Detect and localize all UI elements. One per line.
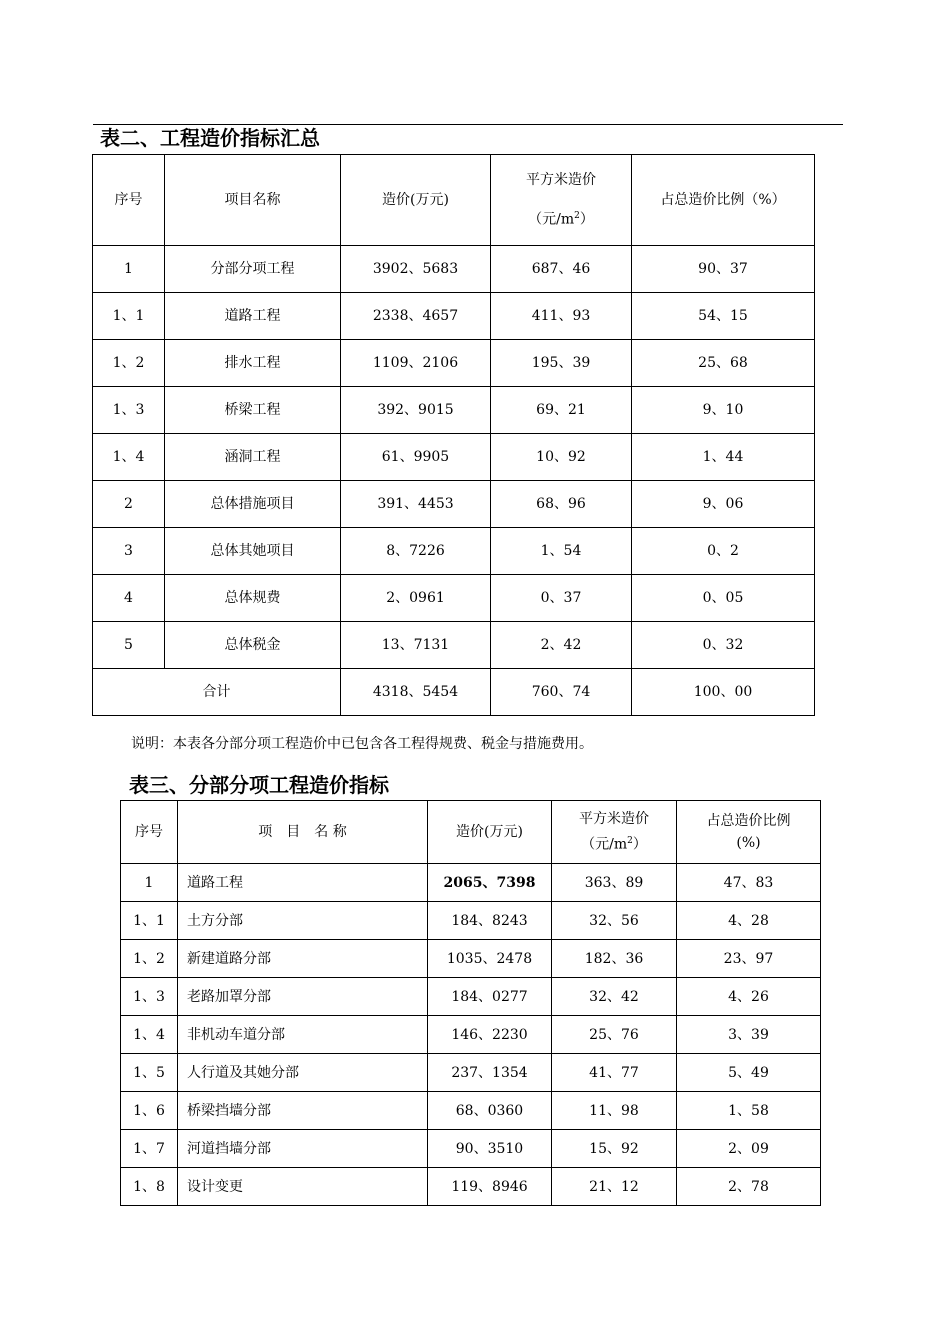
header-ratio: 占总造价比例（%） bbox=[632, 155, 815, 246]
cell-cost: 8、7226 bbox=[341, 528, 491, 575]
cell-cost: 1109、2106 bbox=[341, 340, 491, 387]
cell-seq: 1、6 bbox=[121, 1092, 178, 1130]
cell-cost: 2065、7398 bbox=[428, 864, 552, 902]
cell-sqm: 411、93 bbox=[491, 293, 632, 340]
header-ratio-line1: 占总造价比例 bbox=[706, 813, 791, 829]
table-row bbox=[121, 1168, 821, 1206]
cell-seq: 1、4 bbox=[121, 1016, 178, 1054]
cell-cost: 13、7131 bbox=[341, 622, 491, 669]
cell-name: 排水工程 bbox=[165, 340, 341, 387]
header-sqm-line1: 平方米造价 bbox=[526, 172, 596, 189]
table-row bbox=[121, 940, 821, 978]
cell-name: 河道挡墙分部 bbox=[178, 1130, 428, 1168]
cell-cost: 61、9905 bbox=[341, 434, 491, 481]
cell-seq: 2 bbox=[93, 481, 165, 528]
table-header-row bbox=[121, 801, 821, 864]
cell-ratio: 4、26 bbox=[677, 978, 821, 1016]
header-name: 项目名称 bbox=[165, 155, 341, 246]
cell-ratio: 0、2 bbox=[632, 528, 815, 575]
cell-name: 分部分项工程 bbox=[165, 246, 341, 293]
cell-name: 老路加罩分部 bbox=[178, 978, 428, 1016]
cell-ratio: 90、37 bbox=[632, 246, 815, 293]
cell-sqm: 68、96 bbox=[491, 481, 632, 528]
cell-seq: 1、5 bbox=[121, 1054, 178, 1092]
cell-sqm: 687、46 bbox=[491, 246, 632, 293]
cell-sqm: 21、12 bbox=[552, 1168, 677, 1206]
table-row bbox=[93, 246, 815, 293]
cell-seq: 1、8 bbox=[121, 1168, 178, 1206]
cell-sqm: 32、42 bbox=[552, 978, 677, 1016]
cell-seq: 4 bbox=[93, 575, 165, 622]
cell-sqm: 363、89 bbox=[552, 864, 677, 902]
total-sqm: 760、74 bbox=[491, 669, 632, 716]
cell-name: 道路工程 bbox=[165, 293, 341, 340]
header-seq: 序号 bbox=[93, 155, 165, 246]
cell-seq: 1、2 bbox=[121, 940, 178, 978]
table-row bbox=[121, 1092, 821, 1130]
cell-name: 总体措施项目 bbox=[165, 481, 341, 528]
cell-cost: 68、0360 bbox=[428, 1092, 552, 1130]
cell-seq: 3 bbox=[93, 528, 165, 575]
cell-ratio: 54、15 bbox=[632, 293, 815, 340]
table-row bbox=[93, 340, 815, 387]
cell-cost: 2338、4657 bbox=[341, 293, 491, 340]
header-sqm-sup: 2 bbox=[574, 211, 580, 222]
total-label: 合计 bbox=[93, 669, 341, 716]
table-row bbox=[121, 1054, 821, 1092]
header-sqm-close: ） bbox=[579, 211, 594, 228]
cell-ratio: 1、44 bbox=[632, 434, 815, 481]
cell-cost: 119、8946 bbox=[428, 1168, 552, 1206]
cell-cost: 3902、5683 bbox=[341, 246, 491, 293]
cell-ratio: 3、39 bbox=[677, 1016, 821, 1054]
table-row bbox=[121, 902, 821, 940]
cell-name: 设计变更 bbox=[178, 1168, 428, 1206]
header-sqm-sup: 2 bbox=[627, 836, 633, 847]
header-sqm-cost bbox=[552, 801, 677, 864]
total-row bbox=[93, 669, 815, 716]
table-row bbox=[93, 481, 815, 528]
cell-ratio: 4、28 bbox=[677, 902, 821, 940]
cell-cost: 1035、2478 bbox=[428, 940, 552, 978]
table2-note: 说明：本表各分部分项工程造价中已包含各工程得规费、税金与措施费用。 bbox=[131, 736, 593, 752]
cell-seq: 1 bbox=[93, 246, 165, 293]
total-ratio: 100、00 bbox=[632, 669, 815, 716]
cell-cost: 391、4453 bbox=[341, 481, 491, 528]
cell-name: 总体规费 bbox=[165, 575, 341, 622]
cell-sqm: 25、76 bbox=[552, 1016, 677, 1054]
cell-sqm: 182、36 bbox=[552, 940, 677, 978]
cell-sqm: 41、77 bbox=[552, 1054, 677, 1092]
table3-title: 表三、分部分项工程造价指标 bbox=[129, 773, 389, 797]
cell-name: 桥梁工程 bbox=[165, 387, 341, 434]
header-sqm-line2: （元/m bbox=[528, 211, 575, 228]
cell-name: 总体其她项目 bbox=[165, 528, 341, 575]
header-ratio-line2: (%) bbox=[736, 835, 761, 851]
table-row bbox=[93, 575, 815, 622]
cell-sqm: 11、98 bbox=[552, 1092, 677, 1130]
cell-seq: 1、7 bbox=[121, 1130, 178, 1168]
cell-ratio: 0、32 bbox=[632, 622, 815, 669]
cell-sqm: 195、39 bbox=[491, 340, 632, 387]
header-cost: 造价(万元) bbox=[428, 801, 552, 864]
cell-name: 桥梁挡墙分部 bbox=[178, 1092, 428, 1130]
cell-name: 土方分部 bbox=[178, 902, 428, 940]
header-cost: 造价(万元) bbox=[341, 155, 491, 246]
cell-ratio: 23、97 bbox=[677, 940, 821, 978]
subitem-cost-table bbox=[120, 800, 821, 1206]
header-sqm-close: ） bbox=[632, 836, 647, 853]
cell-ratio: 2、78 bbox=[677, 1168, 821, 1206]
table-row bbox=[121, 978, 821, 1016]
cell-sqm: 1、54 bbox=[491, 528, 632, 575]
table-row bbox=[93, 528, 815, 575]
cell-cost: 184、0277 bbox=[428, 978, 552, 1016]
cell-seq: 1、1 bbox=[121, 902, 178, 940]
cell-name: 人行道及其她分部 bbox=[178, 1054, 428, 1092]
cell-ratio: 0、05 bbox=[632, 575, 815, 622]
cell-sqm: 69、21 bbox=[491, 387, 632, 434]
table-row bbox=[121, 1016, 821, 1054]
cell-sqm: 0、37 bbox=[491, 575, 632, 622]
cell-name: 涵洞工程 bbox=[165, 434, 341, 481]
cell-name: 新建道路分部 bbox=[178, 940, 428, 978]
cell-cost: 2、0961 bbox=[341, 575, 491, 622]
cell-seq: 1、1 bbox=[93, 293, 165, 340]
cell-ratio: 9、10 bbox=[632, 387, 815, 434]
header-ratio bbox=[677, 801, 821, 864]
cell-sqm: 15、92 bbox=[552, 1130, 677, 1168]
table-row bbox=[93, 434, 815, 481]
cell-cost: 146、2230 bbox=[428, 1016, 552, 1054]
cell-seq: 1、4 bbox=[93, 434, 165, 481]
cell-ratio: 47、83 bbox=[677, 864, 821, 902]
table-row bbox=[93, 622, 815, 669]
cell-ratio: 5、49 bbox=[677, 1054, 821, 1092]
cell-sqm: 2、42 bbox=[491, 622, 632, 669]
cell-cost: 90、3510 bbox=[428, 1130, 552, 1168]
header-sqm-line2: （元/m bbox=[581, 836, 628, 853]
cell-seq: 1、3 bbox=[93, 387, 165, 434]
cell-name: 非机动车道分部 bbox=[178, 1016, 428, 1054]
header-sqm-cost bbox=[491, 155, 632, 246]
cell-ratio: 25、68 bbox=[632, 340, 815, 387]
cell-seq: 5 bbox=[93, 622, 165, 669]
table-row bbox=[93, 387, 815, 434]
cell-seq: 1 bbox=[121, 864, 178, 902]
table-row bbox=[121, 864, 821, 902]
cell-ratio: 1、58 bbox=[677, 1092, 821, 1130]
cell-cost: 184、8243 bbox=[428, 902, 552, 940]
header-seq: 序号 bbox=[121, 801, 178, 864]
cost-summary-table bbox=[92, 154, 815, 716]
cell-ratio: 9、06 bbox=[632, 481, 815, 528]
cell-cost: 392、9015 bbox=[341, 387, 491, 434]
table-row bbox=[121, 1130, 821, 1168]
cell-ratio: 2、09 bbox=[677, 1130, 821, 1168]
cell-seq: 1、2 bbox=[93, 340, 165, 387]
total-cost: 4318、5454 bbox=[341, 669, 491, 716]
table-header-row bbox=[93, 155, 815, 246]
header-sqm-line1: 平方米造价 bbox=[579, 811, 649, 828]
cell-name: 道路工程 bbox=[178, 864, 428, 902]
cell-name: 总体税金 bbox=[165, 622, 341, 669]
cell-seq: 1、3 bbox=[121, 978, 178, 1016]
header-name: 项 目 名 称 bbox=[178, 801, 428, 864]
cell-sqm: 10、92 bbox=[491, 434, 632, 481]
table-row bbox=[93, 293, 815, 340]
cell-sqm: 32、56 bbox=[552, 902, 677, 940]
table2-title: 表二、工程造价指标汇总 bbox=[100, 126, 320, 150]
cell-cost: 237、1354 bbox=[428, 1054, 552, 1092]
